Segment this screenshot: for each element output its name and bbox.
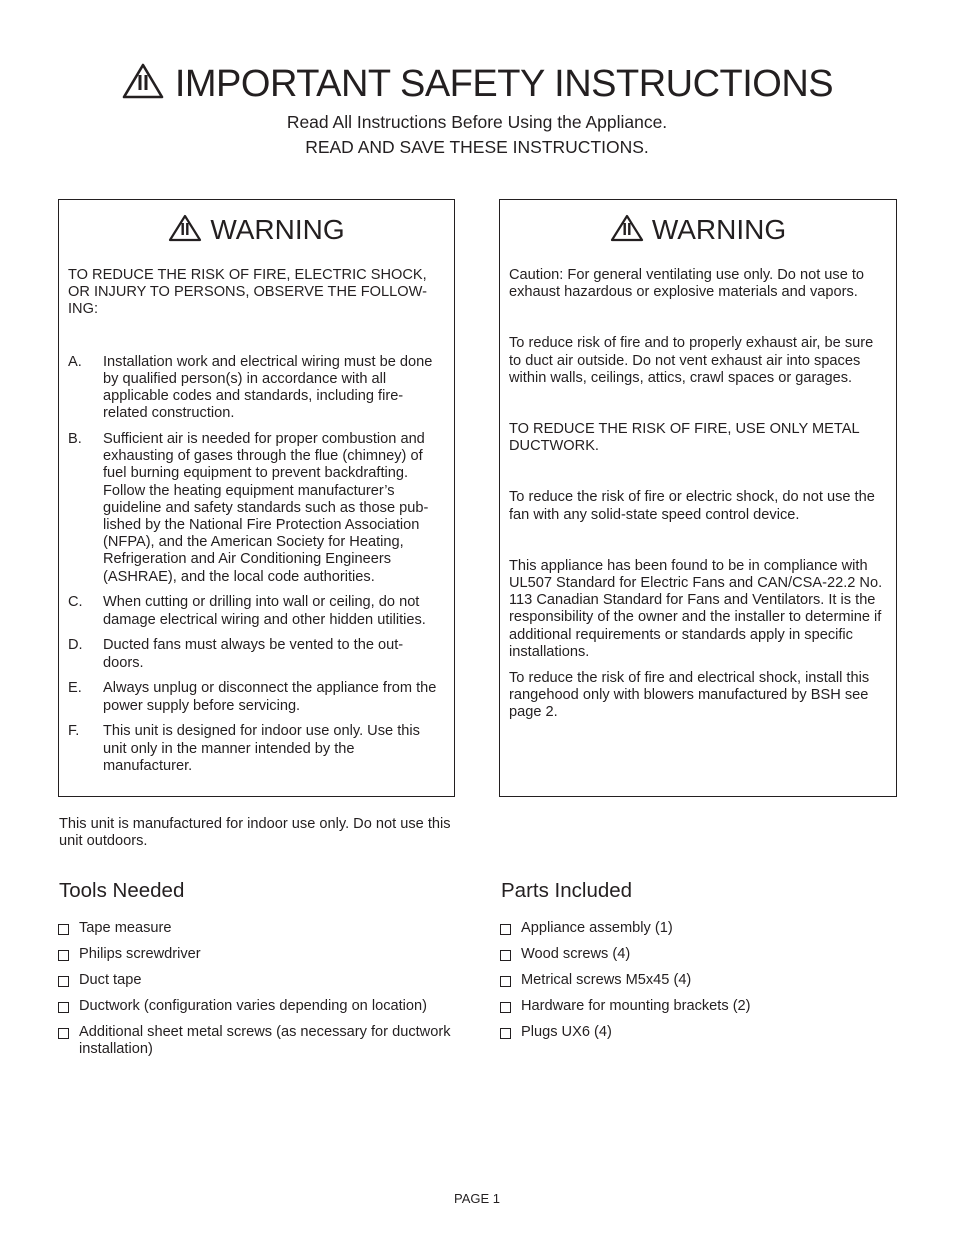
warning-paragraph: This appliance has been found to be in compliance with UL507 Standard for Electric Fans and CAN/CSA-22.2 No. 113 Canadian Standard for Fans and Ventilators. It is the responsibility of the owner and the installer to determine if additional requirements or standards apply in specific installations.: [509, 557, 883, 660]
list-item-text: Plugs UX6 (4): [521, 1024, 612, 1040]
list-item: [68, 431, 446, 586]
warning-box-left: [58, 199, 455, 797]
list-item-letter: F.: [68, 723, 80, 740]
list-item-text: Duct tape: [79, 972, 142, 988]
list-item-text: Philips screwdriver: [79, 946, 201, 962]
list-item-letter: B.: [68, 431, 82, 448]
warning-paragraph: TO REDUCE THE RISK OF FIRE, USE ONLY METAL DUCTWORK.: [509, 421, 860, 455]
warning-paragraph: Caution: For general ventilating use only. Do not use to exhaust hazardous or explosive materials and vapors.: [509, 267, 865, 301]
list-item-text: Wood screws (4): [521, 946, 631, 962]
warning-paragraph: To reduce the risk of fire and electrical shock, install this rangehood only with blowers manufactured by BSH see page 2.: [509, 669, 870, 721]
warning-heading-right: [500, 214, 896, 250]
warning-heading-left: [59, 214, 454, 250]
checkbox-icon: [500, 1002, 511, 1013]
list-item: [58, 920, 458, 937]
list-item-text: Ducted fans must always be vented to the out- doors.: [103, 637, 404, 671]
list-item: [500, 972, 900, 989]
list-item-text: When cutting or drilling into wall or ceiling, do not damage electrical wiring and other hidden utilities.: [103, 594, 426, 628]
warning-triangle-icon: [168, 214, 202, 242]
checkbox-icon: [500, 1028, 511, 1039]
warning-box-right: [499, 199, 897, 797]
list-item-text: Additional sheet metal screws (as necessary for ductwork installation): [79, 1024, 451, 1058]
list-item: [58, 998, 458, 1015]
list-item: [68, 637, 446, 671]
warning-paragraph: To reduce risk of fire and to properly exhaust air, be sure to duct air outside. Do not vent exhaust air into spaces within walls, ceilings, attics, crawl spaces or garages.: [509, 335, 874, 386]
warning-paragraph: To reduce the risk of fire or electric shock, do not use the fan with any solid-state speed control device.: [509, 489, 875, 523]
list-item-letter: A.: [68, 353, 82, 370]
checkbox-icon: [58, 1028, 69, 1039]
warning-list: [68, 354, 446, 775]
list-item-text: Always unplug or disconnect the appliance from the power supply before servicing.: [103, 680, 437, 714]
parts-heading: Parts Included: [501, 879, 633, 902]
checkbox-icon: [500, 976, 511, 987]
list-item-text: Sufficient air is needed for proper combustion and exhausting of gases through the flue (chimney) of fuel burning equipment to prevent backdrafting. Follow the heating equipment manufacturer’s guideline and safety standards such as those pub- lished by the National Fire Protection Association (NFPA), and the American Society for Heating, Refrigeration and Air Conditioning Engineers (ASHRAE), and the local code authorities.: [103, 431, 429, 585]
list-item: [500, 998, 900, 1015]
list-item: [500, 920, 900, 937]
list-item: [500, 946, 900, 963]
list-item-text: Hardware for mounting brackets (2): [521, 998, 751, 1014]
warning-heading-text: WARNING: [210, 214, 345, 245]
warning-heading-text: WARNING: [651, 214, 787, 245]
list-item: [500, 1024, 900, 1041]
checkbox-icon: [58, 924, 69, 935]
list-item: [68, 680, 446, 714]
subtitle-read-save: READ AND SAVE THESE INSTRUCTIONS.: [305, 137, 649, 157]
page-title: [0, 62, 954, 106]
list-item-letter: E.: [68, 680, 82, 697]
list-item-text: Ductwork (configuration varies depending on location): [79, 998, 428, 1014]
warning-intro: TO REDUCE THE RISK OF FIRE, ELECTRIC SHOCK, OR INJURY TO PERSONS, OBSERVE THE FOLLOW- ING:: [68, 267, 427, 318]
page-title-text: IMPORTANT SAFETY INSTRUCTIONS: [174, 63, 834, 105]
page-number: PAGE 1: [453, 1191, 500, 1206]
checkbox-icon: [500, 924, 511, 935]
list-item-letter: C.: [68, 594, 83, 611]
warning-triangle-icon: [610, 214, 644, 242]
list-item-text: Installation work and electrical wiring must be done by qualified person(s) in accordance with all applicable codes and standards, including fire-related construction.: [103, 353, 433, 422]
list-item-text: This unit is designed for indoor use only. Use this unit only in the manner intended by the manufacturer.: [103, 723, 420, 774]
list-item-letter: D.: [68, 637, 83, 654]
subtitle-read-all: Read All Instructions Before Using the Appliance.: [286, 112, 668, 132]
checkbox-icon: [58, 1002, 69, 1013]
list-item-text: Appliance assembly (1): [521, 920, 673, 936]
list-item-text: Metrical screws M5x45 (4): [521, 972, 692, 988]
list-item: [58, 972, 458, 989]
checkbox-icon: [58, 976, 69, 987]
list-item: [58, 946, 458, 963]
checkbox-icon: [58, 950, 69, 961]
checkbox-icon: [500, 950, 511, 961]
tools-heading: Tools Needed: [59, 879, 185, 902]
warning-triangle-icon: [121, 62, 165, 100]
indoor-use-note: This unit is manufactured for indoor use only. Do not use this unit outdoors.: [59, 816, 451, 850]
list-item: [68, 594, 446, 628]
tools-list: [58, 920, 458, 1067]
list-item: [58, 1024, 458, 1058]
list-item: [68, 354, 446, 423]
list-item: [68, 723, 446, 775]
list-item-text: Tape measure: [79, 920, 172, 936]
parts-list: [500, 920, 900, 1050]
